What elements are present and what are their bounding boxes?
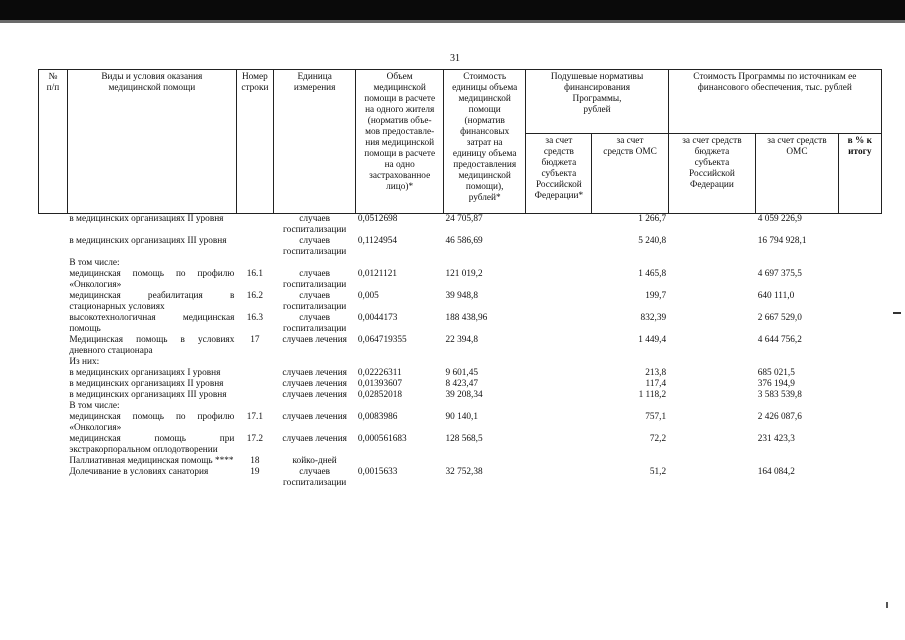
row-cost-oms: 164 084,2: [757, 467, 795, 477]
table-row: [39, 379, 882, 390]
row-code: 16.1: [246, 269, 264, 279]
row-per-capita-oms: [592, 258, 668, 269]
row-unit: случаев лечения: [282, 379, 347, 389]
row-unit-cost: 46 586,69: [445, 236, 483, 246]
row-unit: случаев госпитализации: [283, 313, 347, 334]
row-cost-oms: 231 423,3: [757, 434, 795, 444]
row-cost-regional: [668, 401, 756, 412]
row-per-capita-regional: [526, 214, 592, 237]
row-name: медицинская помощь по профилю «Онкология»: [69, 269, 235, 290]
row-per-capita-oms: [592, 401, 668, 412]
row-volume: [356, 401, 444, 412]
row-cost-percent: [838, 379, 881, 390]
row-cost-regional: [668, 390, 756, 401]
row-name: медицинская реабилитация в стационарных условиях: [69, 291, 235, 312]
row-unit: случаев лечения: [282, 434, 347, 444]
row-volume: 0,000561683: [357, 434, 407, 444]
row-volume: 0,02226311: [357, 368, 402, 378]
row-cost-oms: 3 583 539,8: [757, 390, 802, 400]
row-cost-oms: 16 794 928,1: [757, 236, 807, 246]
row-cost-percent: [838, 401, 881, 412]
row-per-capita-oms: 117,4: [645, 379, 667, 389]
row-cost-oms: [756, 357, 838, 368]
row-number: [39, 456, 68, 467]
header-per-capita-oms: за счет средств ОМС: [592, 134, 668, 214]
row-number: [39, 357, 68, 368]
row-per-capita-oms: 1 118,2: [638, 390, 667, 400]
row-unit: [273, 357, 355, 368]
row-unit: случаев лечения: [282, 335, 347, 345]
row-code: [236, 258, 273, 269]
row-unit-cost: 121 019,2: [445, 269, 483, 279]
row-name: Медицинская помощь в условиях дневного стационара: [69, 335, 235, 356]
row-unit: случаев лечения: [282, 390, 347, 400]
row-per-capita-regional: [526, 401, 592, 412]
row-cost-regional: [668, 434, 756, 456]
row-code: [236, 236, 273, 258]
row-cost-regional: [668, 236, 756, 258]
header-cost-regional: за счет средств бюджета субъекта Российской Федерации: [668, 134, 756, 214]
header-volume: Объем медицинской помощи в расчете на одного жителя (норматив объе- мов предоставле- ния медицинской помощи в расчете на одно застрахованное лицо)*: [356, 70, 444, 214]
row-unit-cost: [443, 357, 525, 368]
row-name: Паллиативная медицинская помощь ****: [69, 456, 234, 466]
row-number: [39, 313, 68, 335]
header-program-cost: Стоимость Программы по источникам ее финансового обеспечения, тыс. рублей: [668, 70, 881, 134]
row-cost-percent: [838, 236, 881, 258]
row-per-capita-oms: 72,2: [649, 434, 667, 444]
row-cost-percent: [838, 456, 881, 467]
row-per-capita-regional: [526, 379, 592, 390]
row-per-capita-regional: [526, 357, 592, 368]
header-unit-cost: Стоимость единицы объема медицинской помощи (норматив финансовых затрат на единицу объема предоставления медицинской помощи), рублей*: [443, 70, 525, 214]
row-code: 18: [250, 456, 260, 466]
row-name: в медицинских организациях III уровня: [69, 236, 227, 246]
row-name: в медицинских организациях III уровня: [69, 390, 227, 400]
row-number: [39, 434, 68, 456]
row-per-capita-oms: 1 449,4: [638, 335, 667, 345]
row-code: [236, 390, 273, 401]
row-code: [236, 379, 273, 390]
header-per-capita-regional: за счет средств бюджета субъекта Российской Федерации*: [526, 134, 592, 214]
row-volume: 0,0044173: [357, 313, 398, 323]
row-name: высокотехнологичная медицинская помощь: [69, 313, 235, 334]
row-code: [236, 401, 273, 412]
table-row: [39, 236, 882, 258]
row-cost-percent: [838, 269, 881, 291]
row-per-capita-regional: [526, 313, 592, 335]
scan-mark: [893, 312, 901, 314]
row-cost-oms: 376 194,9: [757, 379, 795, 389]
row-per-capita-oms: [592, 456, 668, 467]
row-unit: койко-дней: [292, 456, 337, 466]
table-row: [39, 412, 882, 434]
table-row: [39, 467, 882, 489]
table-row: [39, 401, 882, 412]
row-volume: 0,0121121: [357, 269, 398, 279]
row-number: [39, 258, 68, 269]
row-per-capita-regional: [526, 456, 592, 467]
table-row: [39, 390, 882, 401]
row-per-capita-regional: [526, 467, 592, 489]
row-cost-regional: [668, 456, 756, 467]
row-per-capita-oms: 1 465,8: [638, 269, 667, 279]
row-code: 17.1: [246, 412, 264, 422]
row-number: [39, 467, 68, 489]
row-cost-percent: [838, 357, 881, 368]
row-cost-oms: [756, 456, 838, 467]
row-per-capita-regional: [526, 434, 592, 456]
row-number: [39, 291, 68, 313]
row-volume: 0,0015633: [357, 467, 398, 477]
header-row-number: № п/п: [39, 70, 68, 214]
row-cost-oms: 4 059 226,9: [756, 214, 838, 237]
row-code: 17: [250, 335, 260, 345]
row-code: [236, 357, 273, 368]
row-unit-cost: 128 568,5: [445, 434, 483, 444]
row-code: 17.2: [246, 434, 264, 444]
row-name: медицинская помощь по профилю «Онкология»: [69, 412, 235, 433]
row-cost-oms: 4 644 756,2: [757, 335, 802, 345]
row-name: в медицинских организациях II уровня: [67, 214, 236, 237]
row-unit-cost: [443, 258, 525, 269]
scan-top-border: [0, 0, 905, 20]
row-per-capita-oms: 213,8: [645, 368, 667, 378]
row-name: В том числе:: [69, 401, 120, 411]
row-cost-percent: [838, 291, 881, 313]
row-cost-oms: 2 667 529,0: [757, 313, 802, 323]
row-per-capita-oms: 1 266,7: [592, 214, 668, 237]
row-cost-oms: 640 111,0: [757, 291, 795, 301]
row-code: 19: [250, 467, 260, 477]
row-number: [39, 236, 68, 258]
row-cost-regional: [668, 368, 756, 379]
table-row: [39, 335, 882, 357]
scan-top-edge: [0, 20, 905, 23]
row-volume: 0,064719355: [357, 335, 407, 345]
row-unit-cost: 9 601,45: [445, 368, 479, 378]
row-name: в медицинских организациях I уровня: [69, 368, 221, 378]
row-cost-regional: [668, 269, 756, 291]
row-cost-regional: [668, 335, 756, 357]
row-volume: 0,0512698: [356, 214, 444, 237]
row-per-capita-regional: [526, 291, 592, 313]
row-name: в медицинских организациях II уровня: [69, 379, 224, 389]
program-cost-table: [38, 69, 882, 489]
row-volume: [356, 258, 444, 269]
row-per-capita-oms: 757,1: [645, 412, 667, 422]
row-unit-cost: 188 438,96: [445, 313, 488, 323]
row-cost-oms: [756, 258, 838, 269]
row-volume: 0,0083986: [357, 412, 398, 422]
scan-mark: [886, 602, 888, 608]
row-per-capita-regional: [526, 368, 592, 379]
row-per-capita-regional: [526, 335, 592, 357]
header-per-capita: Подушевые нормативы финансирования Программы, рублей: [526, 70, 668, 134]
row-number: [39, 269, 68, 291]
row-volume: 0,02852018: [357, 390, 403, 400]
row-cost-percent: [838, 368, 881, 379]
row-name: Из них:: [69, 357, 100, 367]
row-unit-cost: [443, 456, 525, 467]
row-volume: [356, 357, 444, 368]
row-cost-percent: [838, 258, 881, 269]
row-name: медицинская помощь при экстракорпоральном оплодотворении: [69, 434, 235, 455]
table-row: [39, 456, 882, 467]
row-cost-percent: [838, 390, 881, 401]
page-number: 31: [450, 53, 460, 64]
row-number: [39, 379, 68, 390]
row-cost-regional: [668, 357, 756, 368]
row-unit-cost: [443, 401, 525, 412]
row-per-capita-regional: [526, 236, 592, 258]
row-unit: [273, 401, 355, 412]
header-unit: Единица измерения: [273, 70, 355, 214]
row-name: В том числе:: [69, 258, 120, 268]
header-cost-oms: за счет средств ОМС: [756, 134, 838, 214]
row-unit: случаев лечения: [282, 412, 347, 422]
row-volume: 0,1124954: [357, 236, 398, 246]
row-unit-cost: 90 140,1: [445, 412, 479, 422]
row-cost-oms: 4 697 375,5: [757, 269, 802, 279]
row-cost-percent: [838, 335, 881, 357]
row-unit: случаев госпитализации: [283, 291, 347, 312]
row-per-capita-regional: [526, 412, 592, 434]
row-cost-regional: [668, 379, 756, 390]
row-number: [39, 412, 68, 434]
row-per-capita-oms: 5 240,8: [638, 236, 667, 246]
row-unit-cost: 32 752,38: [445, 467, 483, 477]
row-cost-percent: [838, 214, 881, 237]
header-care-type: Виды и условия оказания медицинской помощи: [67, 70, 236, 214]
row-cost-regional: [668, 258, 756, 269]
row-number: [39, 335, 68, 357]
row-unit-cost: 39 948,8: [445, 291, 479, 301]
row-per-capita-regional: [526, 390, 592, 401]
header-line-number: Номер строки: [236, 70, 273, 214]
row-unit: случаев госпитализации: [283, 467, 347, 488]
table-row: [39, 291, 882, 313]
row-per-capita-oms: [592, 357, 668, 368]
row-name: Долечивание в условиях санатория: [69, 467, 209, 477]
row-cost-regional: [668, 467, 756, 489]
table-row: [39, 368, 882, 379]
row-code: [236, 368, 273, 379]
row-per-capita-oms: 832,39: [640, 313, 667, 323]
row-volume: [356, 456, 444, 467]
row-unit: [273, 258, 355, 269]
row-cost-oms: [756, 401, 838, 412]
row-per-capita-oms: 199,7: [645, 291, 667, 301]
row-cost-oms: 685 021,5: [757, 368, 795, 378]
row-unit-cost: 22 394,8: [445, 335, 479, 345]
table-row: [39, 313, 882, 335]
table-row: [39, 214, 882, 237]
row-volume: 0,005: [357, 291, 379, 301]
header-cost-percent: в % к итогу: [838, 134, 881, 214]
row-code: 16.2: [246, 291, 264, 301]
row-cost-percent: [838, 313, 881, 335]
row-code: 16.3: [246, 313, 264, 323]
row-unit: случаев лечения: [282, 368, 347, 378]
row-number: [39, 401, 68, 412]
row-cost-regional: [668, 291, 756, 313]
row-cost-regional: [668, 412, 756, 434]
row-cost-percent: [838, 467, 881, 489]
row-unit-cost: 8 423,47: [445, 379, 479, 389]
table-row: [39, 269, 882, 291]
row-per-capita-regional: [526, 258, 592, 269]
row-per-capita-oms: 51,2: [649, 467, 667, 477]
table-row: [39, 434, 882, 456]
row-number: [39, 390, 68, 401]
row-unit-cost: 39 208,34: [445, 390, 483, 400]
row-unit: случаев госпитализации: [283, 236, 347, 257]
table-row: [39, 258, 882, 269]
row-cost-regional: [668, 214, 756, 237]
row-cost-oms: 2 426 087,6: [757, 412, 802, 422]
table-row: [39, 357, 882, 368]
row-cost-percent: [838, 412, 881, 434]
row-volume: 0,01393607: [357, 379, 403, 389]
row-unit: случаев госпитализации: [273, 214, 355, 237]
row-number: [39, 214, 68, 237]
row-per-capita-regional: [526, 269, 592, 291]
row-unit-cost: 24 705,87: [443, 214, 525, 237]
row-cost-regional: [668, 313, 756, 335]
row-unit: случаев госпитализации: [283, 269, 347, 290]
row-number: [39, 368, 68, 379]
row-code: [236, 214, 273, 237]
row-cost-percent: [838, 434, 881, 456]
